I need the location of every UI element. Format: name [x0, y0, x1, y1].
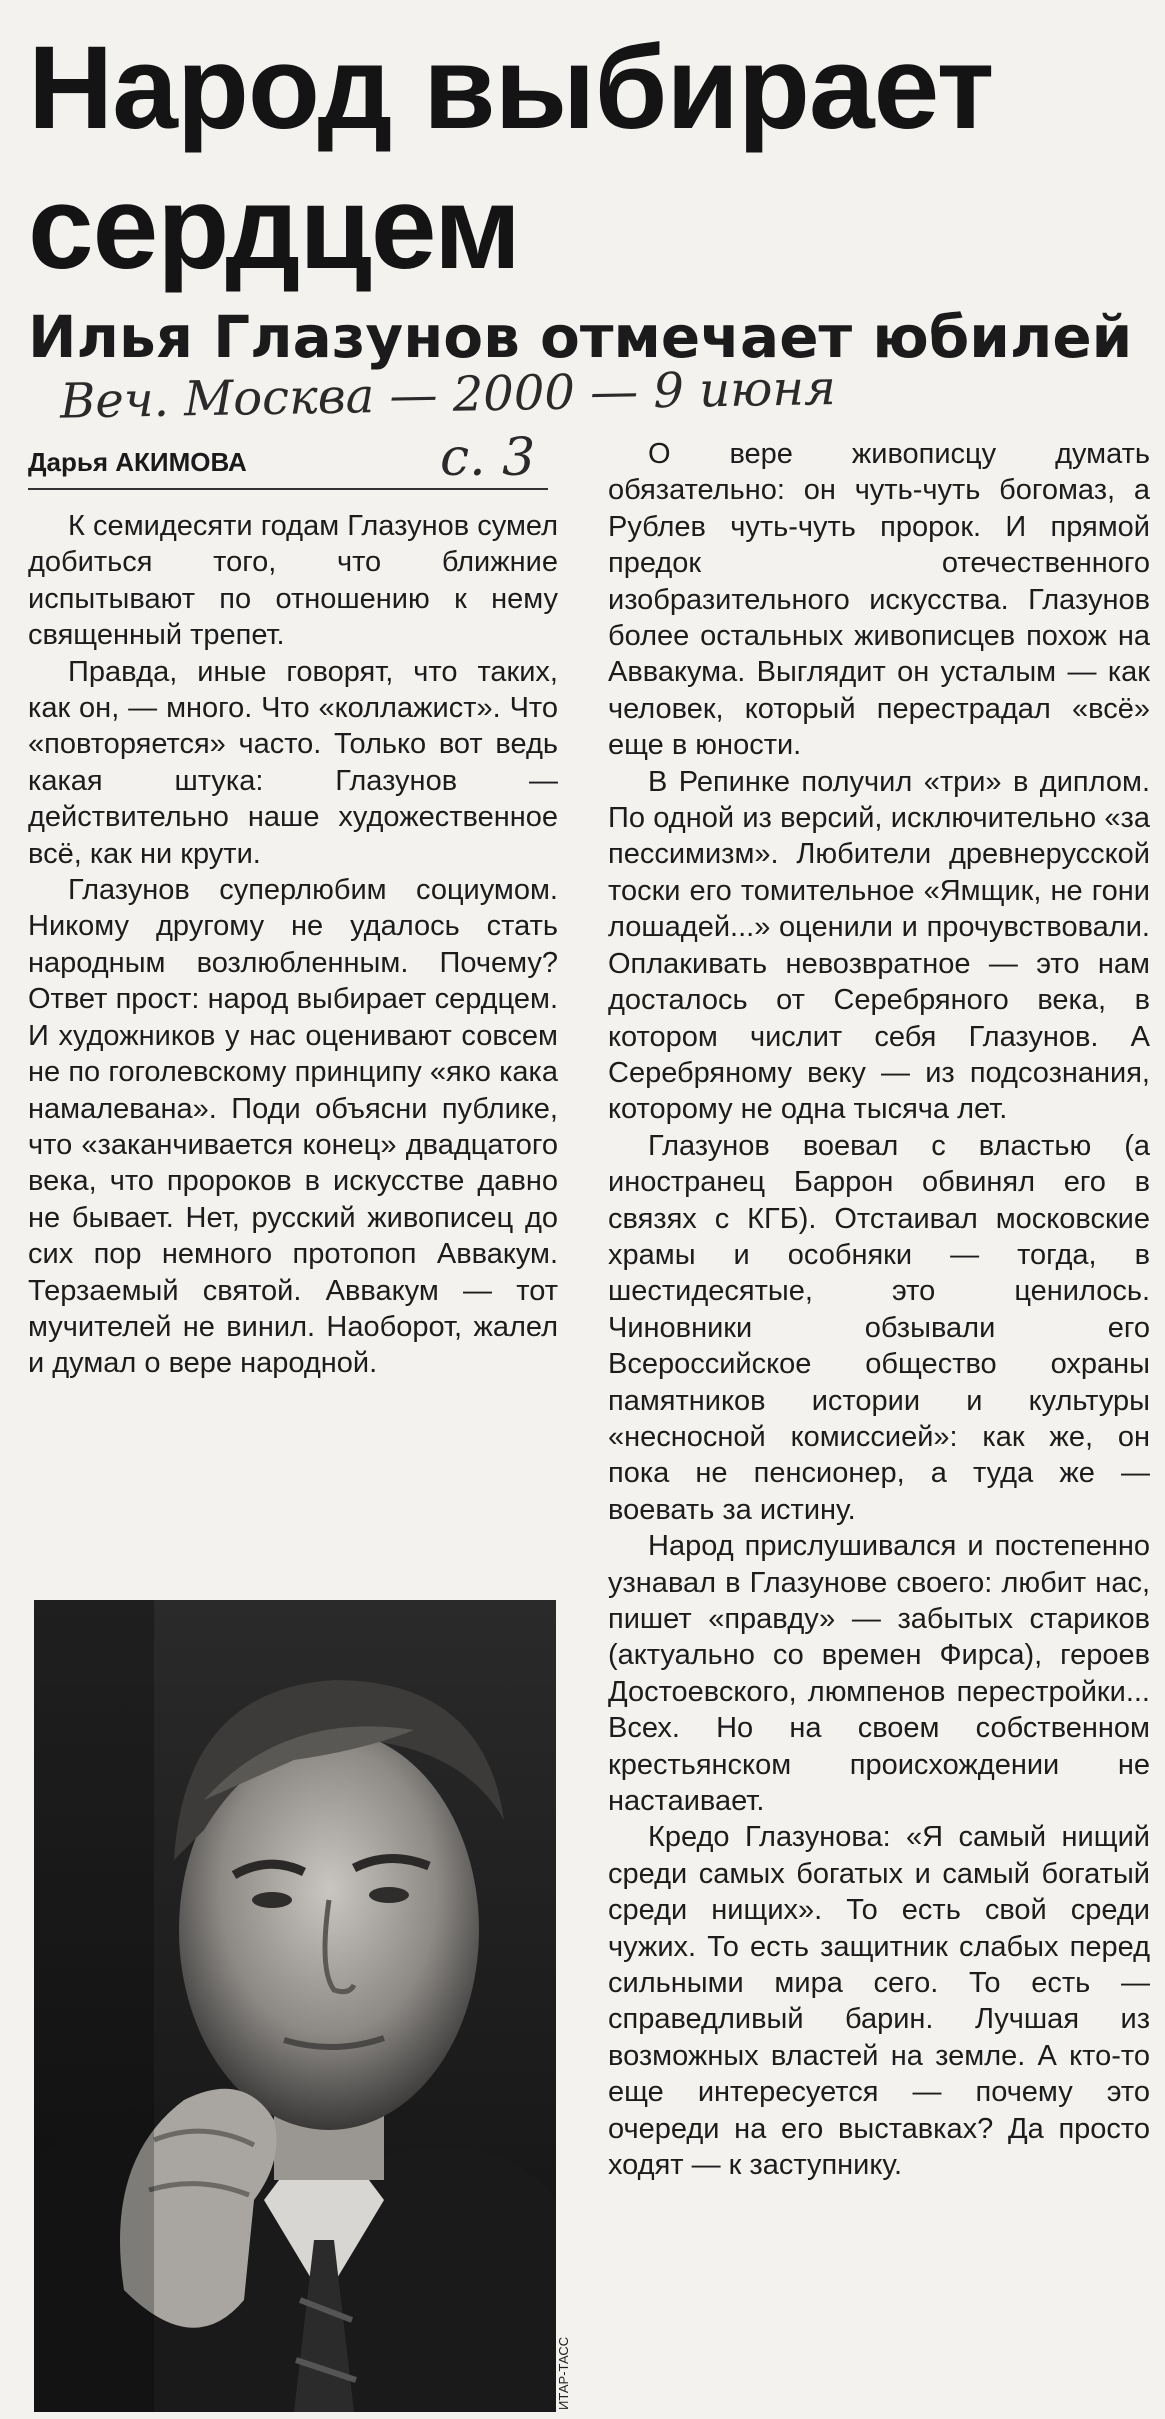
headline-line-1: Народ выбирает — [28, 22, 994, 154]
paragraph: Глазунов суперлюбим социумом. Никому другому не удалось стать народным возлюбленным. Почему? Ответ прост: народ выбирает сердцем. И художников у нас оценивают совсем не по гоголевскому принципу «яко кака намалевана». Поди объясни публике, что «заканчивается конец» двадцатого века, что пророков в искусстве давно не бывает. Нет, русский живописец до сих пор немного протопоп Аввакум. Терзаемый святой. Аввакум — тот мучителей не винил. Наоборот, жалел и думал о вере народной. — [28, 874, 558, 1380]
article-column-left — [28, 508, 558, 1382]
paragraph: К семидесяти годам Глазунов сумел добиться того, что ближние испытывают по отношению к нему священный трепет. — [28, 510, 558, 652]
paragraph: Кредо Глазунова: «Я самый нищий среди самых богатых и самый богатый среди нищих». То есть свой среди чужих. То есть защитник слабых перед сильными мира сего. То есть — справедливый барин. Лучшая из возможных властей на земле. А кто-то еще интересуется — почему это очереди на его выставках? Да просто ходят — к заступнику. — [608, 1821, 1150, 2182]
paragraph: Народ прислушивался и постепенно узнавал в Глазунове своего: любит нас, пишет «правду» — забытых стариков (актуально со времен Фирса), героев Достоевского, люмпенов перестройки... Всех. Но на своем собственном крестьянском происхождении не настаивает. — [608, 1530, 1150, 1818]
portrait-photo — [34, 1600, 556, 2412]
paragraph: Глазунов воевал с властью (а иностранец Баррон обвинял его в связях с КГБ). Отстаивал московские храмы и особняки — тогда, в шестидесятые, это ценилось. Чиновники обзывали его Всероссийское общество охраны памятников истории и культуры «несносной комиссией»: как же, он пока не пенсионер, а туда же — воевать за истину. — [608, 1129, 1150, 1526]
headline-line-2: сердцем — [28, 162, 521, 294]
headline — [28, 18, 1028, 298]
subheadline: Илья Глазунов отмечает юбилей — [28, 303, 1133, 371]
portrait-illustration — [34, 1600, 556, 2412]
handwritten-page-number: с. 3 — [440, 428, 536, 488]
paragraph: Правда, иные говорят, что таких, как он, — много. Что «коллажист». Что «повторяется» часто. Только вот ведь какая штука: Глазунов — действительно наше художественное всё, как ни крути. — [28, 655, 558, 870]
article-column-right — [608, 436, 1150, 2184]
byline: Дарья АКИМОВА — [28, 446, 548, 490]
paragraph: В Репинке получил «три» в диплом. По одной из версий, исключительно «за пессимизм». Любители древнерусской тоски его томительное «Ямщик, не гони лошадей...» оценили и прочувствовали. Оплакивать невозвратное — это нам досталось от Серебряного века, в котором числит себя Глазунов. А Серебряному веку — из подсознания, которому не одна тысяча лет. — [608, 765, 1150, 1126]
paragraph: О вере живописцу думать обязательно: он чуть-чуть богомаз, а Рублев чуть-чуть пророк. И прямой предок отечественного изобразительного искусства. Глазунов более остальных живописцев похож на Аввакума. Выглядит он усталым — как человек, который перестрадал «всё» еще в юности. — [608, 438, 1150, 762]
handwritten-source-note: Веч. Москва — 2000 — 9 июня — [59, 360, 837, 430]
photo-credit: ИТАР-ТАСС — [556, 2336, 571, 2410]
